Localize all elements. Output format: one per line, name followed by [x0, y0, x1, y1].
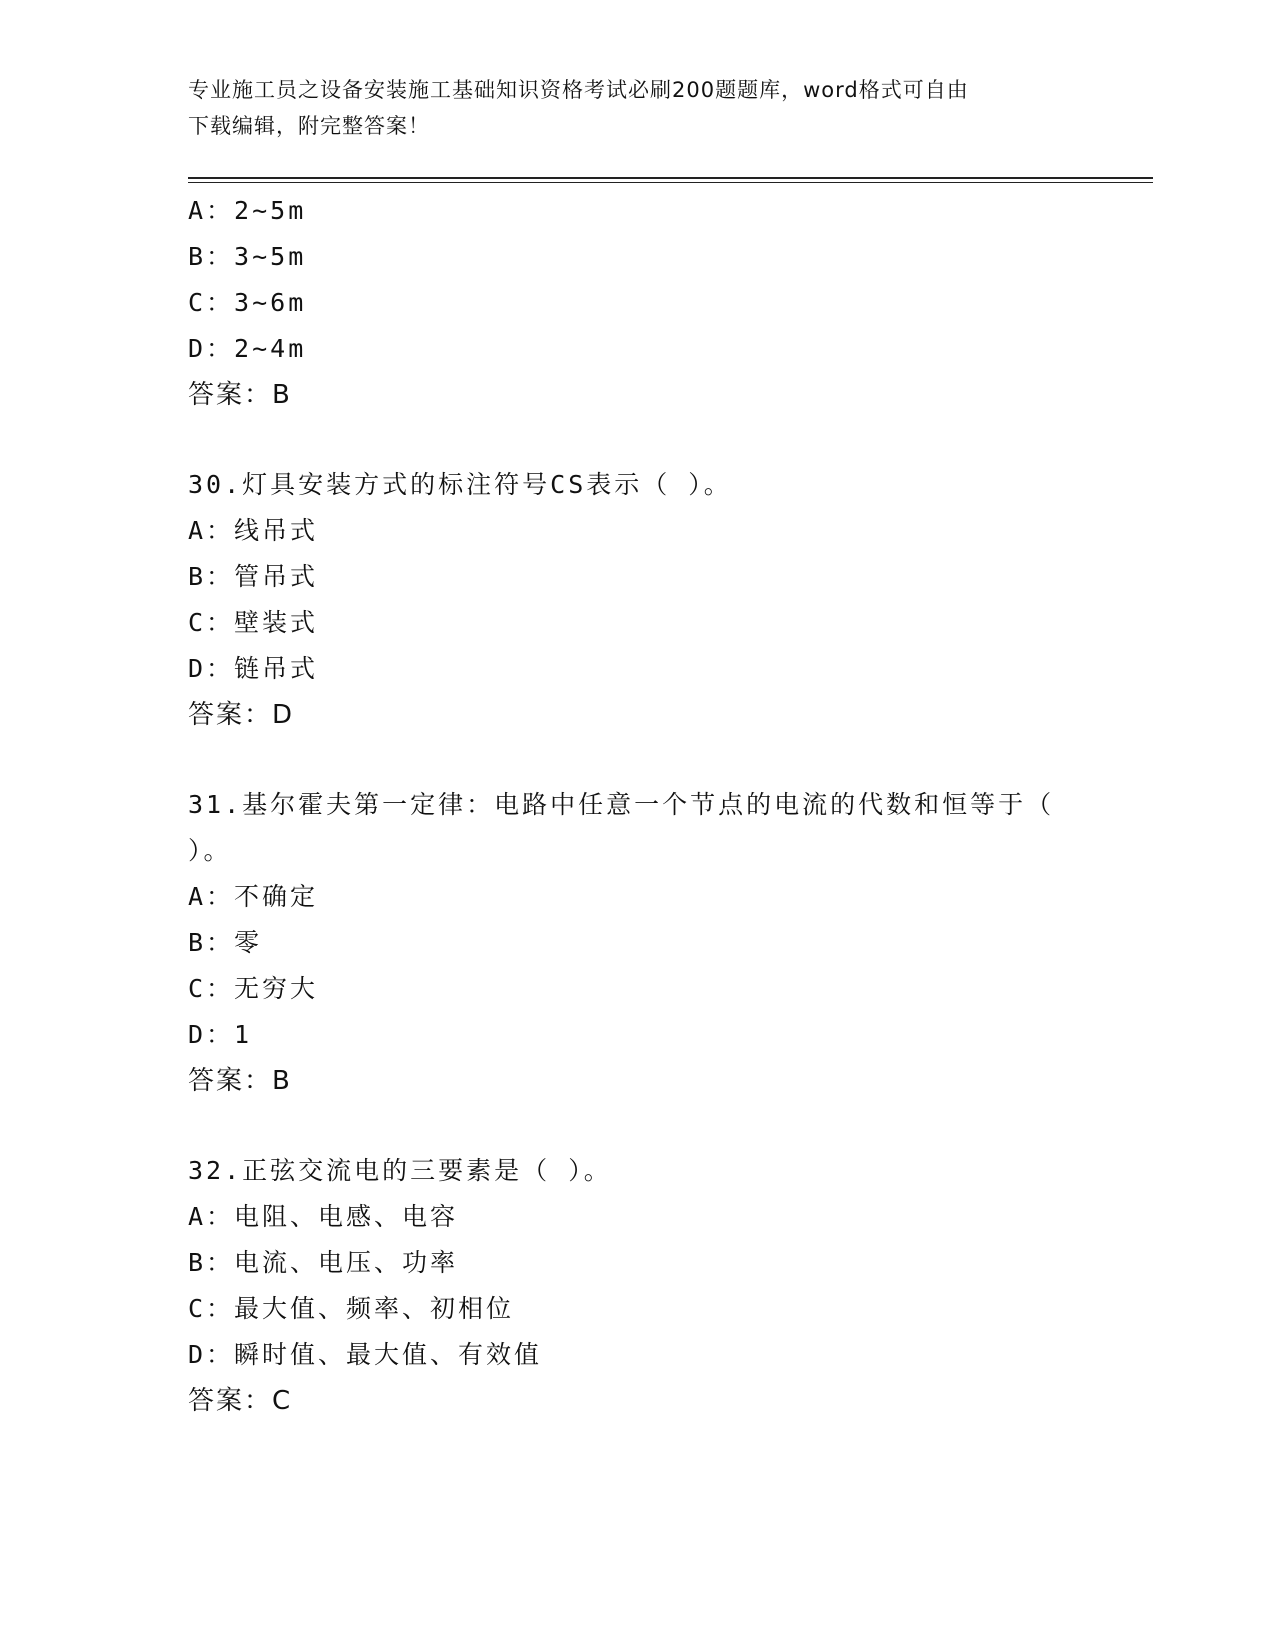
question-stem-line-1: 31.基尔霍夫第一定律：电路中任意一个节点的电流的代数和恒等于（	[188, 790, 1055, 819]
answer: 答案：C	[188, 1386, 293, 1416]
option-d: D：1	[188, 1020, 253, 1049]
header-line-1: 专业施工员之设备安装施工基础知识资格考试必刷200题题库，word格式可自由	[188, 78, 969, 102]
answer: 答案：D	[188, 700, 295, 730]
spacer	[188, 738, 1088, 782]
option-c: C：最大值、频率、初相位	[188, 1294, 515, 1323]
option-c: C：壁装式	[188, 608, 319, 637]
question-32	[188, 1148, 1088, 1424]
option-a: A：2~5m	[188, 196, 307, 225]
option-c: C：3~6m	[188, 288, 307, 317]
question-stem: 30.灯具安装方式的标注符号CS表示（ ）。	[188, 470, 732, 499]
option-d: D：链吊式	[188, 654, 319, 683]
spacer	[188, 1104, 1088, 1148]
option-a: A：电阻、电感、电容	[188, 1202, 459, 1231]
header-divider-bottom	[188, 182, 1153, 183]
question-31	[188, 782, 1088, 1104]
option-c: C：无穷大	[188, 974, 319, 1003]
document-header	[188, 72, 1088, 144]
option-b: B：零	[188, 928, 263, 957]
option-a: A：不确定	[188, 882, 319, 911]
answer: 答案：B	[188, 1066, 292, 1096]
question-list	[188, 188, 1088, 1424]
option-d: D：瞬时值、最大值、有效值	[188, 1340, 543, 1369]
header-line-2: 下载编辑，附完整答案！	[188, 114, 430, 138]
question-stem: 32.正弦交流电的三要素是（ ）。	[188, 1156, 612, 1185]
question-29	[188, 188, 1088, 418]
option-b: B：3~5m	[188, 242, 307, 271]
question-30	[188, 462, 1088, 738]
header-divider-top	[188, 177, 1153, 179]
option-a: A：线吊式	[188, 516, 319, 545]
option-b: B：管吊式	[188, 562, 319, 591]
option-b: B：电流、电压、功率	[188, 1248, 459, 1277]
answer: 答案：B	[188, 380, 292, 410]
question-stem-line-2: ）。	[188, 836, 232, 865]
option-d: D：2~4m	[188, 334, 307, 363]
spacer	[188, 418, 1088, 462]
